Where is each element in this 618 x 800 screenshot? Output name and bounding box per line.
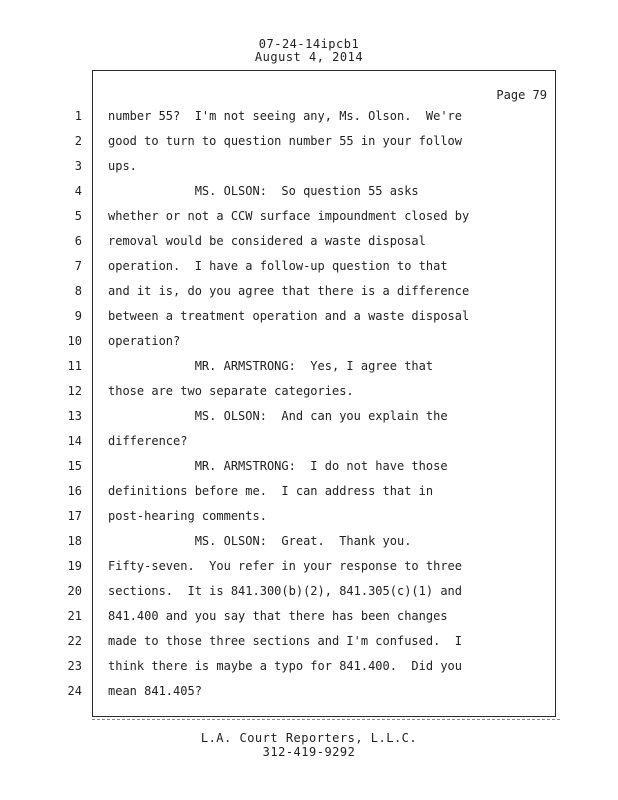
line-text: between a treatment operation and a waste disposal bbox=[108, 309, 470, 323]
line-text: MR. ARMSTRONG: I do not have those bbox=[108, 459, 448, 473]
transcript-line bbox=[0, 109, 618, 134]
line-text: operation? bbox=[108, 334, 181, 348]
line-text: whether or not a CCW surface impoundment closed by bbox=[108, 209, 470, 223]
transcript-line bbox=[0, 159, 618, 184]
document-date: August 4, 2014 bbox=[254, 50, 364, 64]
line-number: 3 bbox=[74, 159, 82, 173]
line-number: 2 bbox=[74, 134, 82, 148]
line-number: 16 bbox=[67, 484, 82, 498]
line-text: removal would be considered a waste disposal bbox=[108, 234, 426, 248]
transcript-line bbox=[0, 459, 618, 484]
line-number: 23 bbox=[67, 659, 82, 673]
transcript-line bbox=[0, 534, 618, 559]
line-number: 15 bbox=[67, 459, 82, 473]
transcript-line bbox=[0, 559, 618, 584]
transcript-line bbox=[0, 609, 618, 634]
line-number: 14 bbox=[67, 434, 82, 448]
line-text: sections. It is 841.300(b)(2), 841.305(c)(1) and bbox=[108, 584, 463, 598]
line-number: 11 bbox=[67, 359, 82, 373]
transcript-line bbox=[0, 209, 618, 234]
transcript-line bbox=[0, 334, 618, 359]
document-id: 07-24-14ipcb1 bbox=[258, 37, 360, 51]
line-number: 7 bbox=[74, 259, 82, 273]
line-text: MR. ARMSTRONG: Yes, I agree that bbox=[108, 359, 434, 373]
line-text: MS. OLSON: So question 55 asks bbox=[108, 184, 419, 198]
transcript-line bbox=[0, 384, 618, 409]
line-number: 21 bbox=[67, 609, 82, 623]
line-number: 22 bbox=[67, 634, 82, 648]
line-number: 6 bbox=[74, 234, 82, 248]
line-number: 9 bbox=[74, 309, 82, 323]
line-text: think there is maybe a typo for 841.400. Did you bbox=[108, 659, 463, 673]
line-text: definitions before me. I can address that in bbox=[108, 484, 434, 498]
reporter-company: L.A. Court Reporters, L.L.C. bbox=[200, 731, 418, 745]
line-number: 12 bbox=[67, 384, 82, 398]
line-number: 17 bbox=[67, 509, 82, 523]
page-number: Page 79 bbox=[496, 88, 547, 102]
line-number: 8 bbox=[74, 284, 82, 298]
transcript-line bbox=[0, 134, 618, 159]
line-text: 841.400 and you say that there has been changes bbox=[108, 609, 448, 623]
line-number: 13 bbox=[67, 409, 82, 423]
transcript-line bbox=[0, 284, 618, 309]
line-text: those are two separate categories. bbox=[108, 384, 354, 398]
line-number: 5 bbox=[74, 209, 82, 223]
line-text: MS. OLSON: And can you explain the bbox=[108, 409, 448, 423]
line-text: good to turn to question number 55 in your follow bbox=[108, 134, 463, 148]
line-text: post-hearing comments. bbox=[108, 509, 267, 523]
line-number: 24 bbox=[67, 684, 82, 698]
transcript-line bbox=[0, 434, 618, 459]
transcript-line bbox=[0, 634, 618, 659]
transcript-line bbox=[0, 484, 618, 509]
transcript-line bbox=[0, 409, 618, 434]
line-text: ups. bbox=[108, 159, 137, 173]
line-number: 4 bbox=[74, 184, 82, 198]
line-text: made to those three sections and I'm confused. I bbox=[108, 634, 463, 648]
transcript-line bbox=[0, 309, 618, 334]
transcript-line bbox=[0, 584, 618, 609]
line-text: Fifty-seven. You refer in your response to three bbox=[108, 559, 463, 573]
line-number: 19 bbox=[67, 559, 82, 573]
line-number: 10 bbox=[67, 334, 82, 348]
line-number: 20 bbox=[67, 584, 82, 598]
reporter-phone: 312-419-9292 bbox=[262, 745, 356, 759]
transcript-line bbox=[0, 684, 618, 709]
line-number: 1 bbox=[74, 109, 82, 123]
line-text: number 55? I'm not seeing any, Ms. Olson. We're bbox=[108, 109, 463, 123]
transcript-line bbox=[0, 509, 618, 534]
transcript-line bbox=[0, 259, 618, 284]
line-text: MS. OLSON: Great. Thank you. bbox=[108, 534, 412, 548]
frame-shadow-divider bbox=[92, 719, 560, 722]
transcript-line bbox=[0, 359, 618, 384]
line-text: and it is, do you agree that there is a difference bbox=[108, 284, 470, 298]
transcript-line bbox=[0, 184, 618, 209]
transcript-line bbox=[0, 234, 618, 259]
line-text: operation. I have a follow-up question to that bbox=[108, 259, 448, 273]
transcript-line bbox=[0, 659, 618, 684]
line-text: mean 841.405? bbox=[108, 684, 202, 698]
line-text: difference? bbox=[108, 434, 188, 448]
line-number: 18 bbox=[67, 534, 82, 548]
